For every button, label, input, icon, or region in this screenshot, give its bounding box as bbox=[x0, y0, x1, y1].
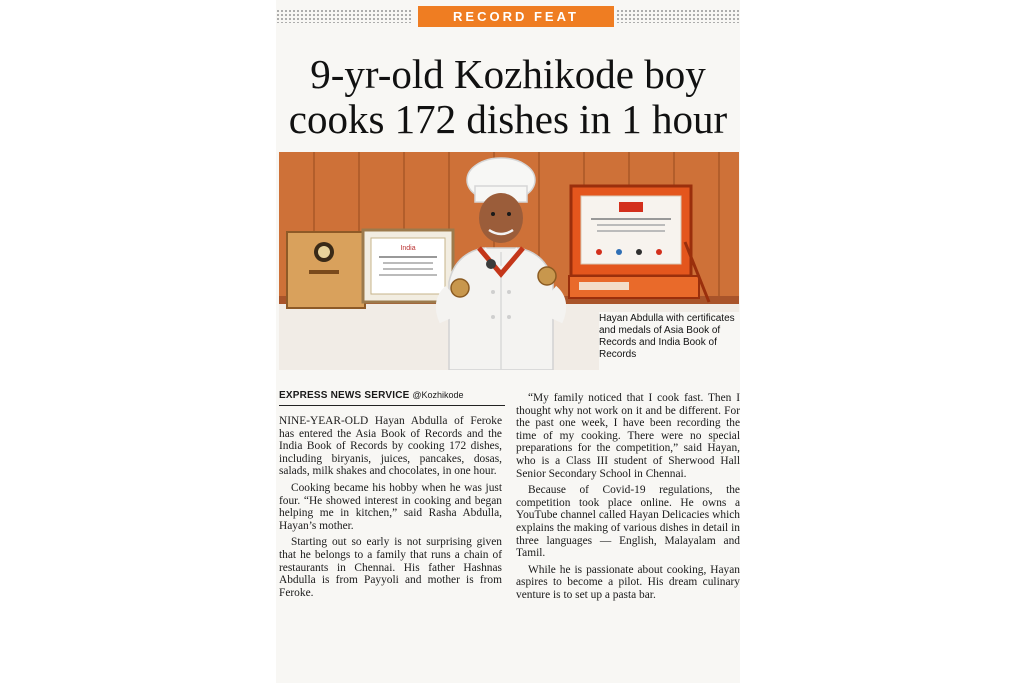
right-certificate-case bbox=[569, 186, 709, 302]
headline-line-1: 9-yr-old Kozhikode boy bbox=[310, 51, 706, 97]
newspaper-clipping bbox=[276, 0, 740, 683]
headline bbox=[276, 52, 740, 142]
paragraph: “My family noticed that I cook fast. Then I thought why not work on it and be different. For the past one week, I have been recording the time of my cooking. There were no special preparations for the competition,” said Hayan, who is a Class III student of Sherwood Hall Senior Secondary School in Chennai. bbox=[516, 392, 740, 480]
photo-caption: Hayan Abdulla with certificates and medals of Asia Book of Records and India Book of Records bbox=[599, 313, 735, 360]
article-column-left bbox=[279, 415, 502, 603]
article-column-right bbox=[516, 392, 740, 606]
section-kicker: RECORD FEAT bbox=[418, 6, 614, 27]
paragraph: NINE-YEAR-OLD Hayan Abdulla of Feroke has entered the Asia Book of Records and the India Book of Records by cooking 172 dishes, including biryanis, juices, pancakes, dosas, salads, milk shakes and chocolates, in one hour. bbox=[279, 415, 502, 478]
left-certificate-case bbox=[287, 230, 453, 308]
dotted-rule-left bbox=[276, 9, 411, 23]
headline-line-2: cooks 172 dishes in 1 hour bbox=[288, 96, 728, 142]
byline-place: @Kozhikode bbox=[412, 390, 464, 400]
byline-agency: EXPRESS NEWS SERVICE bbox=[279, 390, 410, 401]
paragraph: While he is passionate about cooking, Hayan aspires to become a pilot. His dream culinary venture is to set up a pasta bar. bbox=[516, 563, 740, 601]
paragraph: Starting out so early is not surprising given that he belongs to a family that runs a chain of restaurants in Chennai. His father Hashnas Abdulla is from Payyoli and mother is from Feroke. bbox=[279, 536, 502, 599]
byline bbox=[279, 389, 505, 406]
svg-text:India: India bbox=[400, 245, 416, 252]
dotted-rule-right bbox=[616, 9, 740, 23]
paragraph: Cooking became his hobby when he was just four. “He showed interest in cooking and began helping me in kitchen,” said Rasha Abdulla, Hayan’s mother. bbox=[279, 481, 502, 532]
paragraph: Because of Covid-19 regulations, the competition took place online. He owns a YouTube channel called Hayan Delicacies which explains the making of various dishes in detail in three languages — English, Malayalam and Tamil. bbox=[516, 484, 740, 560]
